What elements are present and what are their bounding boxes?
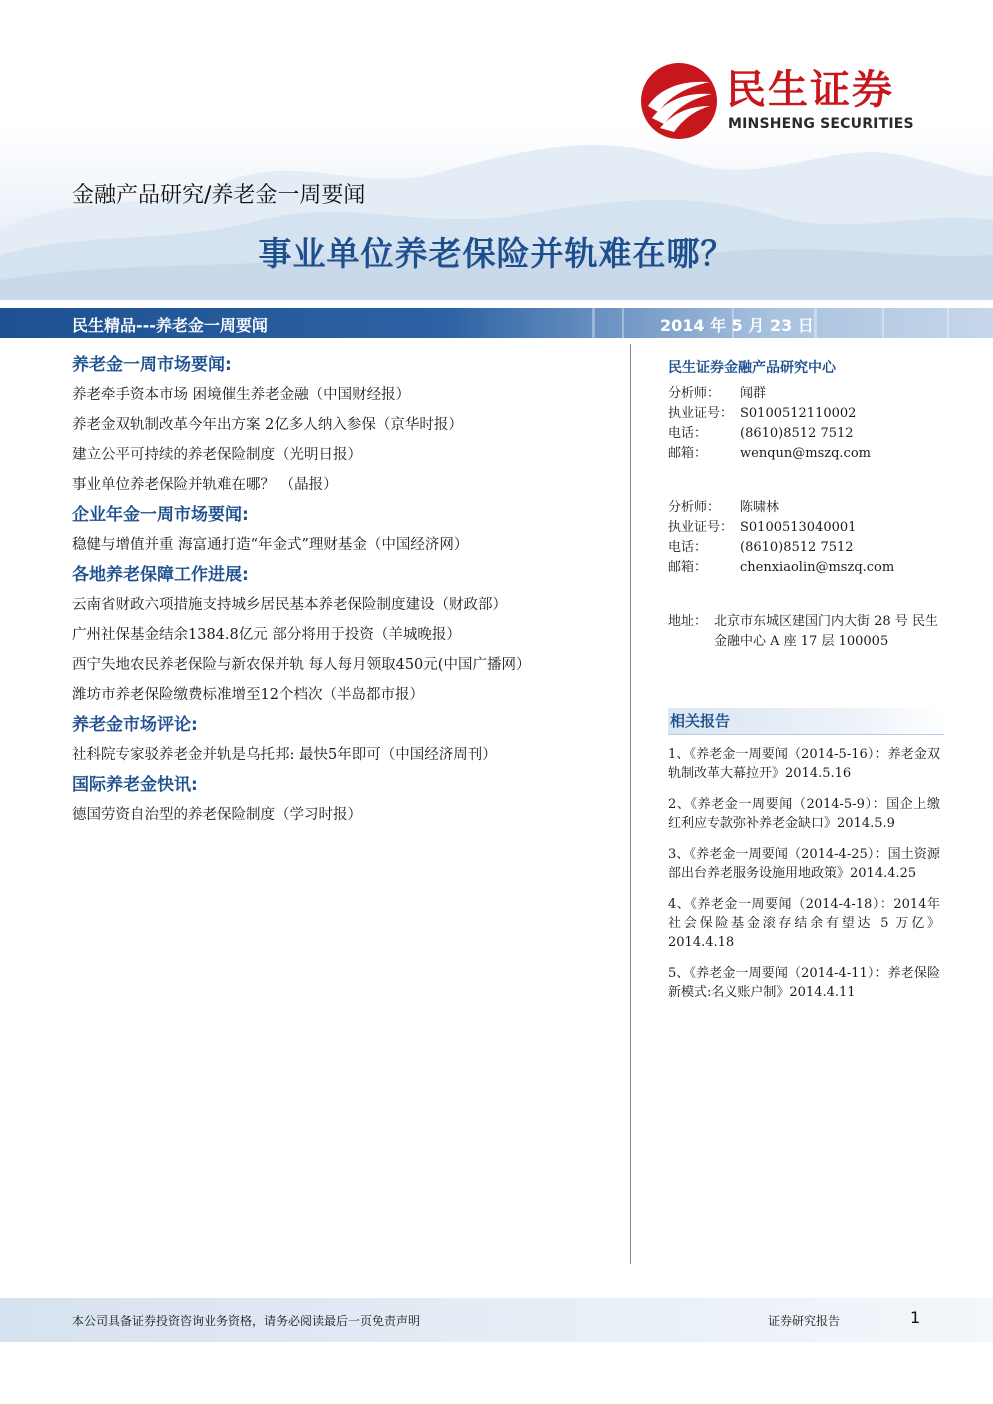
section-international-news	[72, 770, 622, 830]
news-item: 社科院专家驳养老金并轨是乌托邦: 最快5年即可（中国经济周刊）	[72, 747, 497, 763]
news-item: 潍坊市养老保险缴费标准增至12个档次（半岛都市报）	[72, 687, 424, 703]
brand-logo	[640, 62, 930, 142]
related-report-link[interactable]: 5、《养老金一周要闻（2014-4-11）：养老保险新模式:名义账户制》2014.4.11	[668, 966, 940, 1000]
news-item: 云南省财政六项措施支持城乡居民基本养老保险制度建设（财政部）	[72, 597, 507, 613]
address-label: 地址：	[668, 614, 708, 629]
section-title: 各地养老保障工作进展:	[72, 565, 249, 585]
phone-row: 电话： (8610)8512 7512	[668, 540, 854, 555]
report-category: 金融产品研究/养老金一周要闻	[72, 183, 366, 208]
news-item: 养老金双轨制改革今年出方案 2亿多人纳入参保（京华时报）	[72, 417, 463, 433]
phone-number: (8610)8512 7512	[740, 540, 854, 555]
page-footer	[0, 1298, 993, 1342]
news-item: 建立公平可持续的养老保险制度（光明日报）	[72, 447, 362, 463]
related-reports-list	[668, 745, 944, 1002]
analyst-name: 闻群	[740, 386, 767, 401]
section-title: 国际养老金快讯:	[72, 775, 198, 795]
report-date: 2014 年 5 月 23 日	[660, 316, 814, 335]
related-report-link[interactable]: 3、《养老金一周要闻（2014-4-25）：国土资源部出台养老服务设施用地政策》2014.4.25	[668, 847, 940, 881]
related-report-link[interactable]: 2、《养老金一周要闻（2014-5-9）：国企上缴红利应专款弥补养老金缺口》2014.5.9	[668, 797, 940, 831]
news-item: 稳健与增值并重 海富通打造“年金式”理财基金（中国经济网）	[72, 537, 469, 553]
section-market-commentary	[72, 710, 622, 770]
section-market-news	[72, 350, 622, 500]
email-row: 邮箱： wenqun@mszq.com	[668, 446, 871, 461]
section-title: 企业年金一周市场要闻:	[72, 505, 249, 525]
license-number: S0100512110002	[740, 406, 857, 421]
email-address[interactable]: wenqun@mszq.com	[740, 446, 871, 461]
license-row: 执业证号： S0100512110002	[668, 406, 857, 421]
news-item: 德国劳资自治型的养老保险制度（学习时报）	[72, 807, 362, 823]
brand-name-cn: 民生证券	[726, 67, 894, 113]
news-item: 西宁失地农民养老保险与新农保并轨 每人每月领取450元(中国广播网）	[72, 657, 531, 673]
page-number: 1	[910, 1308, 921, 1327]
license-number: S0100513040001	[740, 520, 857, 535]
address-block	[668, 612, 944, 652]
related-report-link[interactable]: 1、《养老金一周要闻（2014-5-16）：养老金双轨制改革大幕拉开》2014.5.16	[668, 747, 940, 781]
section-enterprise-annuity	[72, 500, 622, 560]
email-address[interactable]: chenxiaolin@mszq.com	[740, 560, 895, 575]
minsheng-logo-icon	[640, 62, 718, 140]
analyst-name: 陈啸林	[740, 500, 780, 515]
report-type-label: 证券研究报告	[768, 1314, 841, 1328]
email-row: 邮箱： chenxiaolin@mszq.com	[668, 560, 895, 575]
news-item: 事业单位养老保险并轨难在哪？ （晶报）	[72, 477, 338, 493]
analyst-card	[668, 498, 944, 578]
news-item: 广州社保基金结余1384.8亿元 部分将用于投资（羊城晚报）	[72, 627, 461, 643]
title-band	[0, 308, 993, 338]
band-series-name: 民生精品---养老金一周要闻	[72, 316, 268, 335]
section-title: 养老金一周市场要闻:	[72, 355, 232, 375]
sidebar	[668, 356, 944, 1014]
news-column	[72, 350, 622, 830]
analyst-name-row: 分析师： 陈啸林	[668, 500, 780, 515]
analyst-card	[668, 384, 944, 464]
phone-number: (8610)8512 7512	[740, 426, 854, 441]
analyst-name-row: 分析师： 闻群	[668, 386, 767, 401]
related-reports-heading: 相关报告	[668, 708, 944, 735]
phone-row: 电话： (8610)8512 7512	[668, 426, 854, 441]
section-title: 养老金市场评论:	[72, 715, 198, 735]
column-divider	[630, 344, 631, 1264]
related-report-link[interactable]: 4、《养老金一周要闻（2014-4-18）：2014年社会保险基金滚存结余有望达 5 万亿》2014.4.18	[668, 897, 940, 950]
research-center-name: 民生证券金融产品研究中心	[668, 360, 836, 376]
address-text: 北京市东城区建国门内大街 28 号 民生金融中心 A 座 17 层 100005	[714, 614, 938, 649]
report-title: 事业单位养老保险并轨难在哪？	[258, 234, 735, 273]
license-row: 执业证号： S0100513040001	[668, 520, 857, 535]
brand-name-en: MINSHENG SECURITIES	[728, 116, 914, 132]
section-regional-progress	[72, 560, 622, 710]
disclaimer-notice: 本公司具备证券投资咨询业务资格，请务必阅读最后一页免责声明	[72, 1314, 421, 1328]
news-item: 养老牵手资本市场 困境催生养老金融（中国财经报）	[72, 387, 411, 403]
